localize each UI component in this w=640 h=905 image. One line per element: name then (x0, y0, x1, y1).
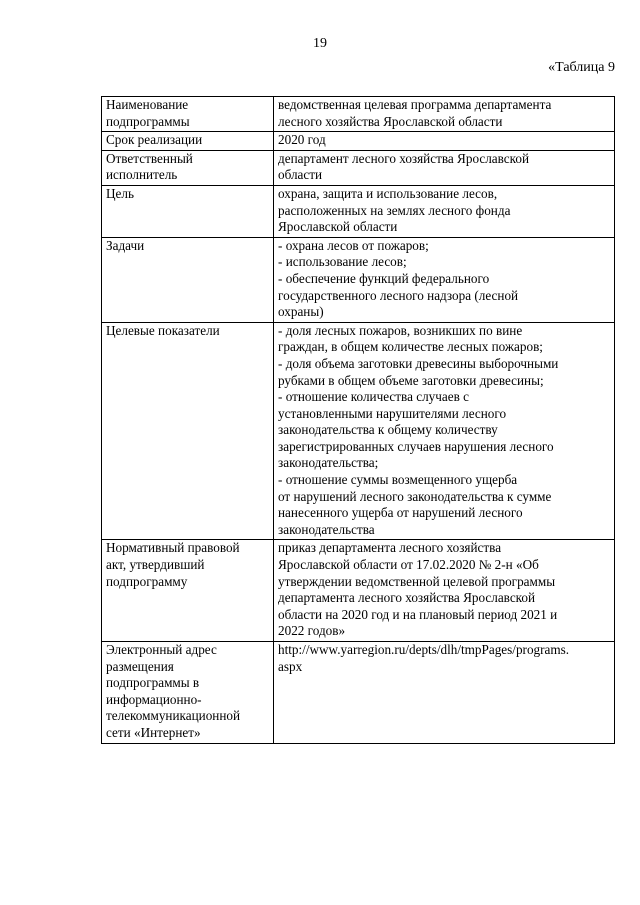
row-value-implementation-period: 2020 год (274, 132, 615, 151)
table-row (102, 185, 615, 237)
table-row (102, 540, 615, 642)
table-row (102, 97, 615, 132)
row-label-legal-act: Нормативный правовой акт, утвердивший подпрограмму (102, 540, 274, 642)
row-label-target-indicators: Целевые показатели (102, 322, 274, 540)
row-value-target-indicators: - доля лесных пожаров, возникших по вине граждан, в общем количестве лесных пожаров; - доля объема заготовки древесины выборочными рубками в общем объеме заготовки древесины; - отношение количества случаев с установленными нарушителями лесного законодательства к общему количеству зарегистрированных случаев нарушения лесного законодательства; - отношение суммы возмещенного ущерба от нарушений лесного законодательства к сумме нанесенного ущерба от нарушений лесного законодательства (274, 322, 615, 540)
row-label-responsible-executor: Ответственный исполнитель (102, 150, 274, 185)
page-number: 19 (313, 36, 327, 51)
row-label-web-address: Электронный адрес размещения подпрограммы в информационно- телекоммуникационной сети «Интернет» (102, 642, 274, 744)
row-value-responsible-executor: департамент лесного хозяйства Ярославской области (274, 150, 615, 185)
table-row (102, 237, 615, 322)
row-value-tasks: - охрана лесов от пожаров; - использование лесов; - обеспечение функций федерального государственного лесного надзора (лесной охраны) (274, 237, 615, 322)
table-row (102, 150, 615, 185)
table-row (102, 132, 615, 151)
row-label-tasks: Задачи (102, 237, 274, 322)
row-value-subprogram-name: ведомственная целевая программа департамента лесного хозяйства Ярославской области (274, 97, 615, 132)
subprogram-passport-table (101, 96, 615, 744)
row-label-goal: Цель (102, 185, 274, 237)
row-value-legal-act: приказ департамента лесного хозяйства Ярославской области от 17.02.2020 № 2-н «Об утверждении ведомственной целевой программы департамента лесного хозяйства Ярославской области на 2020 год и на плановый период 2021 и 2022 годов» (274, 540, 615, 642)
table-row (102, 322, 615, 540)
row-value-web-address: http://www.yarregion.ru/depts/dlh/tmpPages/programs. aspx (274, 642, 615, 744)
row-label-implementation-period: Срок реализации (102, 132, 274, 151)
row-label-subprogram-name: Наименование подпрограммы (102, 97, 274, 132)
row-value-goal: охрана, защита и использование лесов, расположенных на землях лесного фонда Ярославской области (274, 185, 615, 237)
table-caption: «Таблица 9 (548, 60, 615, 75)
table-row (102, 642, 615, 744)
